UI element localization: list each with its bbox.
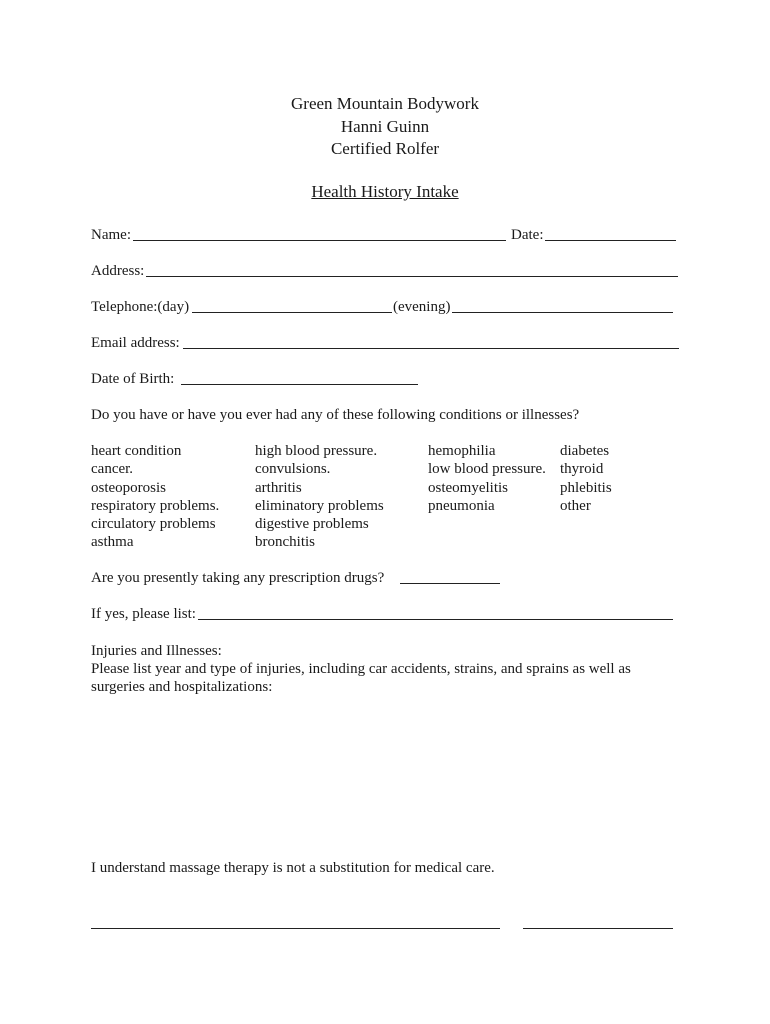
telephone-row	[91, 297, 189, 317]
condition-item: diabetes	[560, 443, 610, 459]
date-label: Date:	[511, 227, 544, 243]
telephone-evening-field-line[interactable]	[452, 312, 673, 313]
condition-item: asthma	[91, 534, 134, 551]
condition-item: hemophilia	[428, 443, 496, 459]
injuries-instructions-1: Please list year and type of injuries, including car accidents, strains, and sprains as well as	[91, 661, 631, 677]
condition-item: circulatory problems	[91, 516, 216, 533]
dob-label: Date of Birth:	[91, 371, 175, 387]
condition-item: high blood pressure.	[255, 443, 378, 459]
condition-item: pneumonia	[428, 497, 495, 514]
form-title: Health History Intake	[311, 182, 459, 201]
practitioner-name: Hanni Guinn	[340, 117, 430, 136]
conditions-column-2	[255, 442, 384, 552]
name-field-line[interactable]	[133, 240, 506, 241]
condition-item: arthritis	[255, 479, 302, 496]
condition-item: thyroid	[560, 461, 604, 478]
telephone-evening-label: (evening)	[393, 299, 451, 315]
condition-item: digestive problems	[255, 516, 369, 533]
injuries-heading: Injuries and Illnesses:	[91, 643, 222, 659]
date-field-line[interactable]	[545, 240, 676, 241]
signature-date-line[interactable]	[523, 928, 673, 929]
email-label: Email address:	[91, 335, 180, 351]
prescription-list-label: If yes, please list:	[91, 606, 196, 622]
conditions-question: Do you have or have you ever had any of these following conditions or illnesses?	[91, 407, 580, 423]
condition-item: eliminatory problems	[255, 497, 384, 514]
name-label: Name:	[91, 227, 131, 243]
disclaimer: I understand massage therapy is not a substitution for medical care.	[91, 860, 495, 876]
dob-field-line[interactable]	[181, 384, 418, 385]
dob-row	[91, 369, 174, 389]
telephone-day-field-line[interactable]	[192, 312, 392, 313]
condition-item: low blood pressure.	[428, 461, 546, 478]
condition-item: osteoporosis	[91, 479, 166, 496]
condition-item: phlebitis	[560, 479, 612, 496]
prescription-answer-line[interactable]	[400, 583, 500, 584]
conditions-column-3	[428, 442, 546, 515]
injuries-instructions-2: surgeries and hospitalizations:	[91, 679, 273, 695]
conditions-column-1	[91, 442, 219, 552]
condition-item: convulsions.	[255, 461, 331, 478]
address-row	[91, 261, 144, 281]
name-row	[91, 225, 131, 245]
email-row	[91, 333, 180, 353]
signature-line[interactable]	[91, 928, 500, 929]
prescription-list-line[interactable]	[198, 619, 673, 620]
telephone-day-label: Telephone:(day)	[91, 299, 190, 315]
condition-item: respiratory problems.	[91, 497, 220, 514]
prescription-question: Are you presently taking any prescription drugs?	[91, 570, 385, 586]
address-label: Address:	[91, 263, 145, 279]
address-field-line[interactable]	[146, 276, 678, 277]
condition-item: cancer.	[91, 461, 134, 478]
business-name: Green Mountain Bodywork	[291, 94, 479, 113]
credential: Certified Rolfer	[330, 139, 440, 158]
condition-item: bronchitis	[255, 534, 315, 551]
prescription-list-row	[91, 604, 196, 624]
email-field-line[interactable]	[183, 348, 679, 349]
condition-item: other	[560, 497, 591, 514]
conditions-column-4	[560, 442, 612, 515]
condition-item: osteomyelitis	[428, 479, 508, 496]
condition-item: heart condition	[91, 443, 182, 459]
